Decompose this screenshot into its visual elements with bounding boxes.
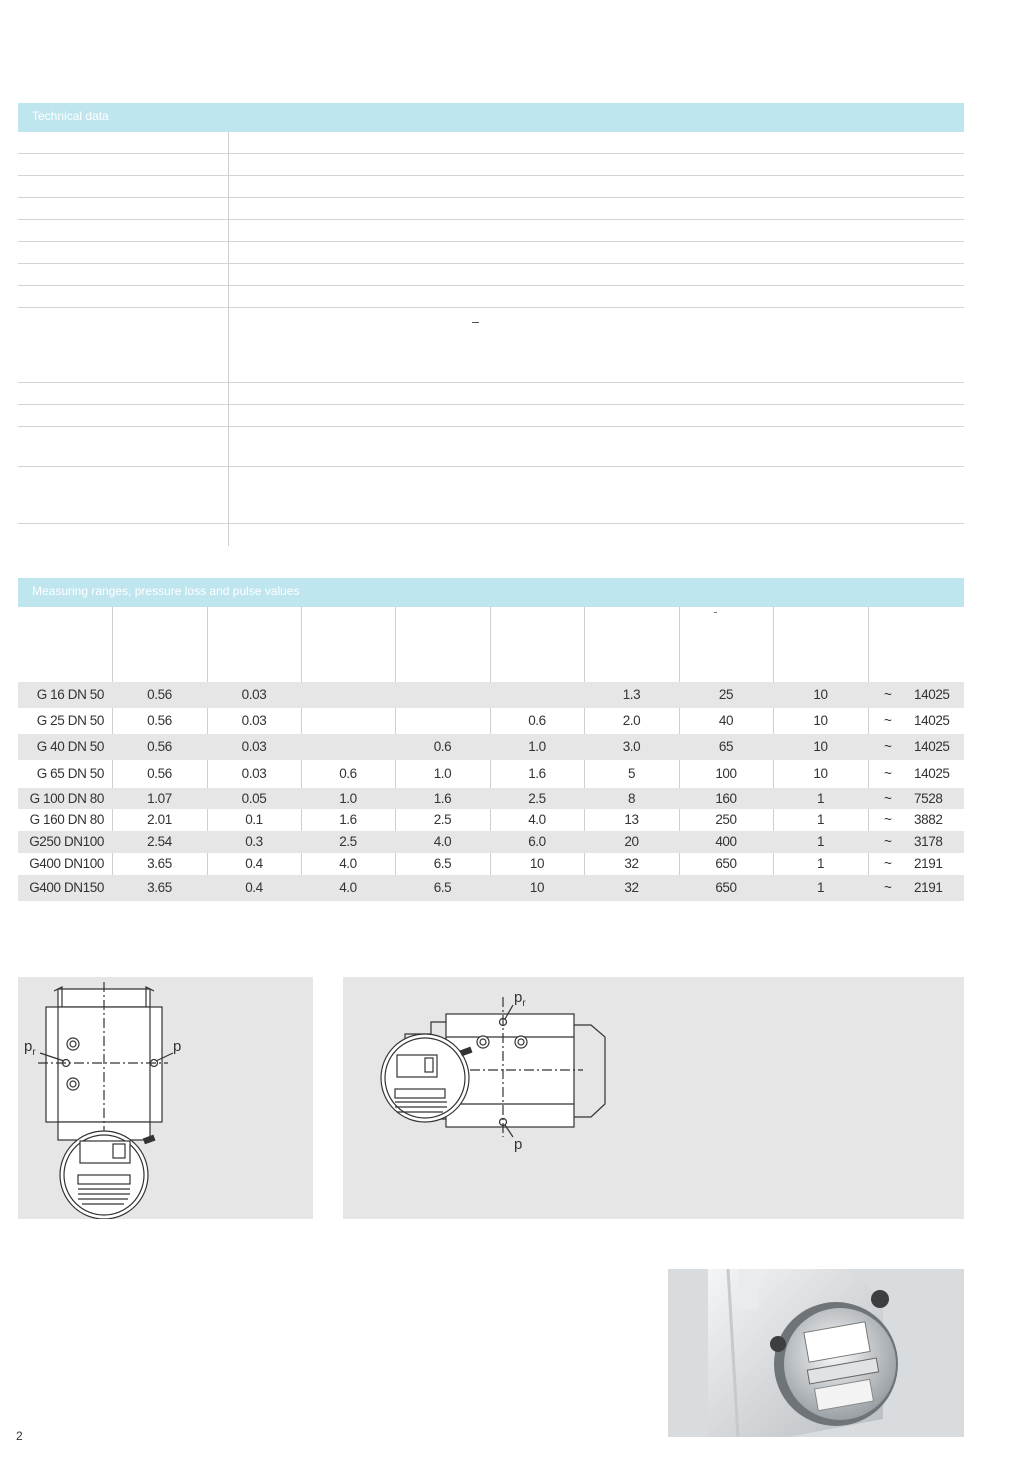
table-cell: [884, 708, 964, 734]
table-cell: 0.56: [147, 713, 172, 728]
spec-row-line: [18, 197, 964, 198]
spec-row-line: [18, 307, 964, 308]
table-cell: 3.65: [147, 880, 172, 895]
table-cell: 650: [715, 856, 737, 871]
table-cell: 2.0: [622, 713, 641, 728]
table-cell: [884, 809, 964, 831]
table-row: [18, 734, 964, 760]
approx-sign: ~: [884, 812, 892, 827]
table-cell: 10: [813, 713, 828, 728]
table-cell: 3.65: [147, 856, 172, 871]
table-cell: 40: [718, 713, 734, 728]
spec-row-line: [18, 241, 964, 242]
measuring-range-table: [18, 607, 964, 901]
table-cell: 0.03: [241, 713, 267, 728]
table-cell: 10: [813, 687, 828, 702]
table-cell: 1: [816, 856, 825, 871]
header-tick: [714, 612, 717, 613]
table-cell: 1.0: [339, 791, 357, 806]
spec-row-line: [18, 466, 964, 467]
approx-sign: ~: [884, 713, 892, 728]
table-cell: 65: [718, 739, 734, 754]
spec-row-line: [18, 426, 964, 427]
table-cell: 6.5: [433, 856, 452, 871]
table-cell: 1.3: [622, 687, 641, 702]
table-cell: [884, 788, 964, 809]
measuring-ranges-header: [18, 578, 964, 607]
table-cell: 1: [816, 880, 825, 895]
table-row: [18, 853, 964, 875]
table-cell: [884, 831, 964, 853]
table-cell: 8: [627, 791, 636, 806]
table-cell: 1: [816, 791, 825, 806]
meter-photo: [668, 1269, 964, 1437]
approx-sign: ~: [884, 834, 892, 849]
diagram-vertical-installation: [18, 977, 313, 1219]
spec-row-line: [18, 285, 964, 286]
spec-divider: [228, 132, 229, 546]
pulse-value: 3882: [914, 812, 943, 827]
table-cell: 2.5: [528, 791, 546, 806]
table-cell: 650: [715, 880, 737, 895]
table-row: [18, 708, 964, 734]
table-cell: 2.01: [147, 812, 172, 827]
table-cell: 5: [627, 766, 636, 781]
table-cell: 6.0: [528, 834, 546, 849]
spec-row-line: [18, 382, 964, 383]
table-cell: 0.6: [433, 739, 452, 754]
pr-label: $p_r$: [24, 1038, 36, 1058]
table-cell: G 100 DN 80: [29, 791, 104, 806]
table-cell: G250 DN100: [29, 834, 104, 849]
approx-sign: ~: [884, 739, 892, 754]
table-cell: 0.56: [147, 766, 172, 781]
table-cell: 0.56: [147, 687, 172, 702]
table-cell: 1.0: [433, 766, 452, 781]
measuring-ranges-title: Measuring ranges, pressure loss and pulse values: [32, 584, 300, 598]
table-cell: 100: [715, 766, 737, 781]
table-cell: 10: [813, 739, 828, 754]
approx-sign: ~: [884, 791, 892, 806]
table-cell: 0.4: [245, 856, 263, 871]
table-cell: 1.6: [433, 791, 452, 806]
table-cell: [884, 761, 964, 787]
table-row: [18, 761, 964, 787]
table-cell: 160: [715, 791, 737, 806]
pulse-value: 14025: [914, 766, 950, 781]
table-cell: G400 DN100: [29, 856, 104, 871]
table-cell: 13: [624, 812, 639, 827]
table-cell: 25: [718, 687, 734, 702]
table-cell: G 160 DN 80: [29, 812, 104, 827]
table-cell: 10: [529, 856, 545, 871]
table-cell: 4.0: [433, 834, 452, 849]
spec-row-line: [18, 523, 964, 524]
pulse-value: 2191: [914, 880, 943, 895]
table-cell: 1.6: [528, 766, 546, 781]
table-row: [18, 831, 964, 853]
table-cell: 0.1: [245, 812, 263, 827]
table-cell: 0.6: [339, 766, 357, 781]
specification-grid: [18, 132, 964, 546]
p-label: p: [173, 1038, 182, 1055]
spec-row-line: [18, 153, 964, 154]
table-cell: 0.56: [147, 739, 172, 754]
table-cell: 10: [529, 880, 545, 895]
table-cell: 1.07: [147, 791, 172, 806]
table-cell: 2.5: [433, 812, 452, 827]
table-cell: 0.03: [241, 739, 267, 754]
meter-drawing-horizontal: [343, 977, 964, 1219]
table-cell: 1.0: [528, 739, 546, 754]
technical-data-title: Technical data: [32, 109, 109, 123]
table-cell: G 16 DN 50: [36, 687, 104, 702]
table-cell: [884, 682, 964, 708]
spec-row-line: [18, 219, 964, 220]
table-cell: 32: [624, 856, 639, 871]
table-row: [18, 875, 964, 901]
spec-row-line: [18, 404, 964, 405]
pulse-value: 14025: [914, 687, 950, 702]
p-label: p: [514, 1136, 523, 1153]
approx-sign: ~: [884, 687, 892, 702]
table-row: [18, 809, 964, 831]
approx-sign: ~: [884, 856, 892, 871]
table-row: [18, 788, 964, 809]
table-cell: 20: [624, 834, 639, 849]
dash-mark: [472, 322, 479, 323]
table-cell: 0.3: [245, 834, 263, 849]
table-cell: [884, 875, 964, 901]
table-cell: 1: [816, 812, 825, 827]
meter-photo-illustration: [668, 1269, 964, 1437]
table-cell: 32: [624, 880, 639, 895]
pulse-value: 14025: [914, 713, 950, 728]
spec-row-line: [18, 263, 964, 264]
table-cell: 0.6: [528, 713, 546, 728]
technical-data-header: [18, 103, 964, 132]
table-cell: G400 DN150: [29, 880, 104, 895]
table-cell: 1: [816, 834, 825, 849]
pulse-value: 2191: [914, 856, 943, 871]
table-cell: G 40 DN 50: [36, 739, 104, 754]
table-cell: G 65 DN 50: [36, 766, 104, 781]
table-cell: 0.03: [241, 766, 267, 781]
table-row: [18, 682, 964, 708]
approx-sign: ~: [884, 766, 892, 781]
table-cell: [884, 853, 964, 875]
table-cell: 0.4: [245, 880, 263, 895]
table-cell: 2.5: [339, 834, 357, 849]
table-cell: 4.0: [528, 812, 546, 827]
table-cell: 2.54: [147, 834, 172, 849]
diagram-horizontal-installation: [343, 977, 964, 1219]
table-cell: 6.5: [433, 880, 452, 895]
pr-label: $p_r$: [514, 989, 526, 1009]
table-cell: 1.6: [339, 812, 357, 827]
table-cell: 250: [715, 812, 737, 827]
spec-row-line: [18, 175, 964, 176]
table-cell: [884, 734, 964, 760]
table-cell: 4.0: [339, 880, 357, 895]
table-cell: 4.0: [339, 856, 357, 871]
table-cell: G 25 DN 50: [36, 713, 104, 728]
table-cell: 0.03: [241, 687, 267, 702]
table-cell: 3.0: [622, 739, 641, 754]
pulse-value: 7528: [914, 791, 943, 806]
approx-sign: ~: [884, 880, 892, 895]
table-cell: 10: [813, 766, 828, 781]
table-cell: 400: [715, 834, 737, 849]
meter-drawing-vertical: [18, 977, 313, 1219]
page-number: 2: [16, 1429, 23, 1443]
pulse-value: 14025: [914, 739, 950, 754]
pulse-value: 3178: [914, 834, 943, 849]
table-cell: 0.05: [241, 791, 267, 806]
